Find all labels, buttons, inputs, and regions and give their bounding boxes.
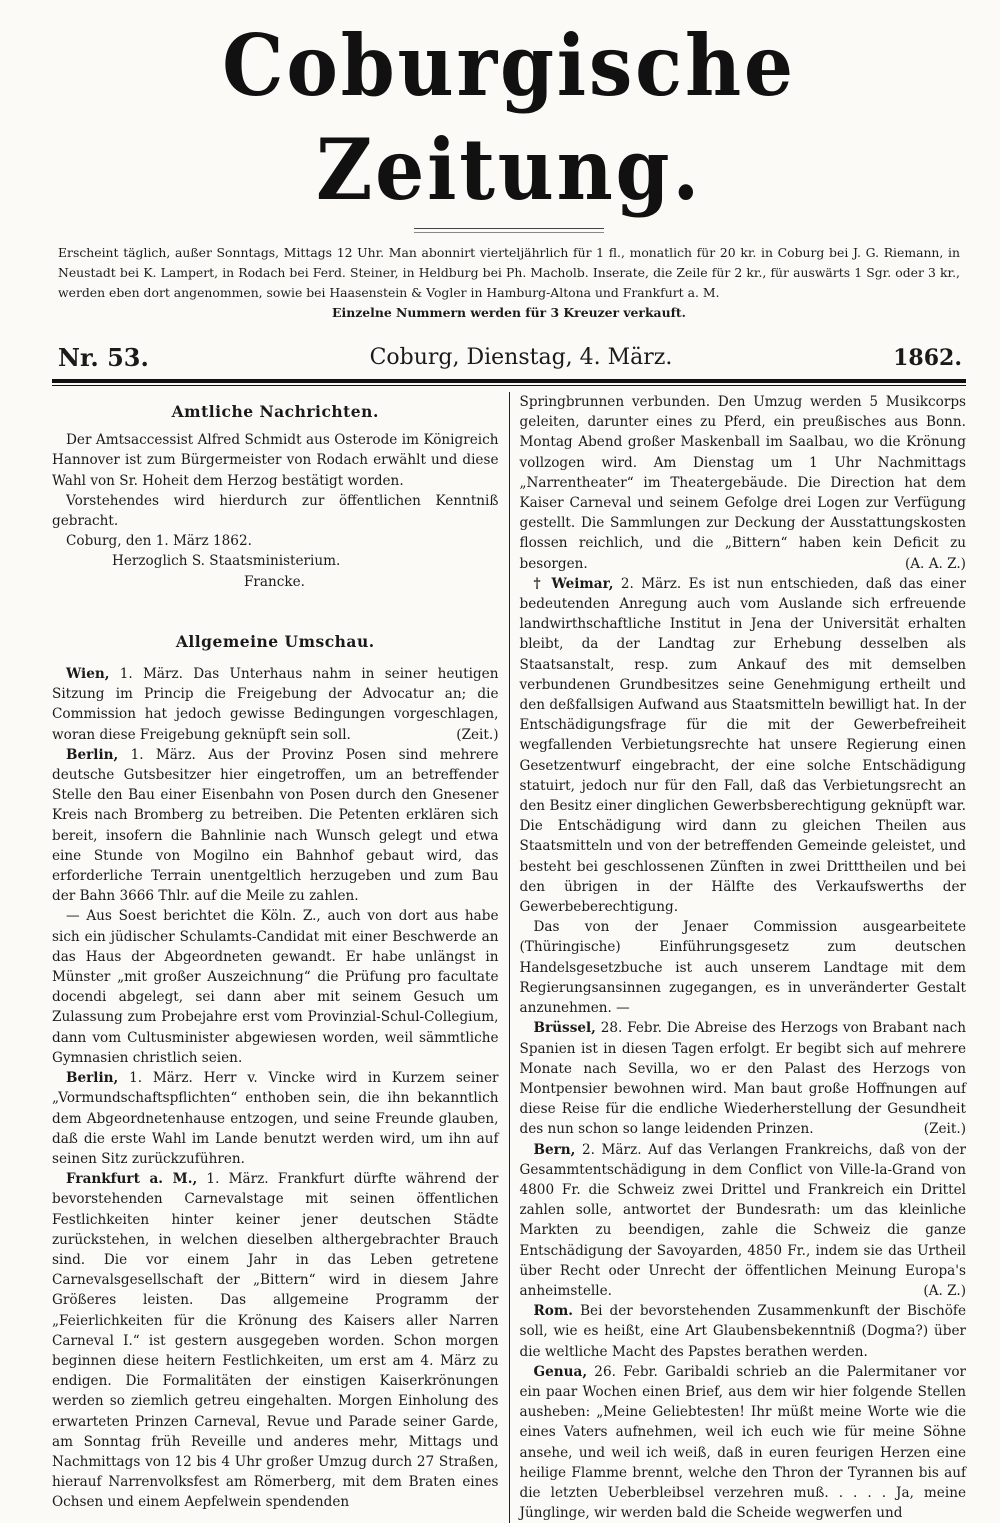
source-frankfurt: (A. A. Z.)	[904, 555, 966, 572]
article-soest: — Aus Soest berichtet die Köln. Z., auch von dort aus habe sich ein jüdischer Schulamts-Candidat mit einer Beschwerde an das Haus der Abgeordneten gewandt. Er habe unlängst in Münster „mit großer Auszeichnung“ die Prüfung pro facultate docendi abgelegt, sei dann aber mit seinem Gesuch um Zulassung zum Probejahre erst vom Provinzial-Schul-Collegium, dann vom Cultusminister abgewiesen worden, weil sämmtliche Gymnasien christlich seien.	[52, 908, 499, 1066]
masthead-ornament	[414, 228, 604, 233]
article-rom	[520, 1301, 967, 1362]
rule-thin	[52, 385, 966, 386]
article-wien	[52, 664, 499, 745]
left-column	[52, 392, 509, 1523]
place-date: Coburg, Dienstag, 4. März.	[369, 345, 673, 370]
text-berlin-2: 1. März. Herr v. Vincke wird in Kurzem seiner „Vormundschaftspflichten“ enthoben sein, die ihn bekanntlich dem Abgeordnetenhause entzogen, und seine Freunde glauben, daß die erste Wahl im Lande benutzt werden wird, um ihn auf seinen Sitz zurückzuführen.	[52, 1070, 499, 1167]
place-berlin-1: Berlin,	[66, 746, 119, 763]
article-berlin-2	[52, 1068, 499, 1169]
subscription-info	[52, 243, 966, 323]
place-frankfurt: Frankfurt a. M.,	[66, 1171, 198, 1188]
place-bruessel: Brüssel,	[533, 1020, 596, 1037]
masthead-title: Coburgische Zeitung.	[222, 16, 796, 219]
place-berlin-2: Berlin,	[66, 1070, 119, 1087]
heading-official-news: Amtliche Nachrichten.	[171, 402, 379, 421]
official-note: Vorstehendes wird hierdurch zur öffentlichen Kenntniß gebracht.	[52, 492, 499, 530]
article-frankfurt	[52, 1169, 499, 1512]
source-bern: (A. Z.)	[923, 1282, 966, 1299]
place-bern: Bern,	[533, 1141, 576, 1158]
place-rom: Rom.	[533, 1303, 573, 1320]
text-frankfurt-cont: Springbrunnen verbunden. Den Umzug werden 5 Musikcorps geleiten, darunter eines zu Pferd, ein preußisches aus Bonn. Montag Abend großer Maskenball im Saalbau, wo die Krönung vollzogen wird. Am Dienstag um 1 Uhr Nachmittags „Narrentheater“ im Theatergebäude. Die Direction hat dem Kaiser Carneval und seinem Gefolge drei Logen zur Verfügung gestellt. Die Sammlungen zur Deckung der Ausstattungskosten flossen reichlich, und die „Bittern“ haben kein Deficit zu besorgen.	[519, 394, 966, 572]
article-frankfurt-cont	[520, 392, 967, 574]
text-frankfurt: 1. März. Frankfurt dürfte während der bevorstehenden Carnevalstage mit seinen öffentlichen Festlichkeiten hinter keiner jener deutschen Städte zurückstehen, in welchen dieselben althergebrachter Brauch sind. Die vor einem Jahr in das Leben getretene Carnevalsgesellschaft der „Bittern“ wird in diesem Jahre Größeres leisten. Das allgemeine Programm der „Feierlichkeiten für die Krönung des Kaisers aller Narren Carneval I.“ ist gestern ausgegeben worden. Schon morgen beginnen diese heitern Festlichkeiten, um erst am 4. März zu endigen. Die Formalitäten der einstigen Kaiserkrönungen werden so ziemlich getreu eingehalten. Morgen Einholung des erwarteten Prinzen Carneval, Revue und Parade seiner Garde, am Sonntag früh Reveille und anderes mehr, Mittags und Nachmittags von 12 bis 4 Uhr großer Umzug durch 27 Straßen, hierauf Narrenvolksfest am Römerberg, mit dem Braten eines Ochsen und einem Aepfelwein spendenden	[52, 1171, 499, 1511]
article-bern	[520, 1140, 967, 1302]
heading-general-review: Allgemeine Umschau.	[175, 631, 375, 651]
place-genua: Genua,	[533, 1363, 588, 1380]
official-ministry: Herzoglich S. Staatsministerium.	[112, 553, 341, 570]
article-genua	[520, 1362, 967, 1523]
article-berlin-1	[52, 745, 499, 907]
single-issue-price: Einzelne Nummern werden für 3 Kreuzer verkauft.	[332, 305, 686, 320]
source-bruessel: (Zeit.)	[923, 1121, 966, 1138]
place-wien: Wien,	[66, 666, 110, 683]
text-bern: 2. März. Auf das Verlangen Frankreichs, daß von der Gesammtentschädigung in dem Conflict von Ville-la-Grand von 4800 Fr. die Schweiz zwei Drittel und Frankreich ein Drittel zahlen solle, antwortet der Bundesrath: um das kleinliche Markten zu beendigen, zahle die Schweiz die ganze Entschädigung der Savoyarden, 4850 Fr., indem sie das Urtheil über Recht oder Unrecht der öffentlichen Meinung Europa's anheimstelle.	[519, 1141, 966, 1299]
dateline	[52, 343, 966, 373]
issue-number: Nr. 53.	[58, 343, 149, 372]
article-jena: Das von der Jenaer Commission ausgearbeitete (Thüringische) Einführungsgesetz zum deutschen Handelsgesetzbuche ist auch unserem Landtage mit dem Regierungsansinnen zugegangen, es in unveränderter Gestalt anzunehmen. —	[519, 919, 966, 1017]
subscription-text: Erscheint täglich, außer Sonntags, Mittags 12 Uhr. Man abonnirt vierteljährlich für 1 fl., monatlich für 20 kr. in Coburg bei J. G. Riemann, in Neustadt bei K. Lampert, in Rodach bei Ferd. Steiner, in Heldburg bei Ph. Macholb. Inserate, die Zeile für 2 kr., für auswärts 1 Sgr. oder 3 kr., werden eben dort angenommen, sowie bei Haasenstein & Vogler in Hamburg-Altona und Frankfurt a. M.	[58, 245, 960, 300]
official-text: Der Amtsaccessist Alfred Schmidt aus Osterode im Königreich Hannover ist zum Bürgermeister von Rodach erwählt und diese Wahl von Sr. Hoheit dem Herzog bestätigt worden.	[52, 432, 499, 489]
official-date: Coburg, den 1. März 1862.	[66, 533, 252, 550]
text-weimar: 2. März. Es ist nun entschieden, daß das einer bedeutenden Anregung auch vom Auslande sich erfreuende landwirthschaftliche Institut in Jena der Universität erhalten bleibt, da der Landtag zur Erhebung desselben als Staatsanstalt, resp. zum Ankauf des mit demselben verbundenen Grundbesitzes seine Genehmigung ertheilt und den deßfallsigen Aufwand aus Staatsmitteln bewilligt hat. In der Entschädigungsfrage für die mit der Gewerbefreiheit wegfallenden Verbietungsrechte hat unsere Regierung einen Gesetzentwurf eingebracht, der eine solche Entschädigung statuirt, jedoch nur für den Fall, daß das Verbietungsrecht an den Besitz einer dinglichen Gewerbsberechtigung geknüpft war. Die Entschädigung wird dann zu gleichen Theilen aus Staatsmitteln und von der betreffenden Gemeinde geleistet, und besteht bei geschlossenen Zünften in zwei Dritttheilen und bei den übrigen in der Hälfte des Verkaufswerths der Gewerbeberechtigung.	[519, 575, 966, 916]
text-bruessel: 28. Febr. Die Abreise des Herzogs von Brabant nach Spanien ist in diesen Tagen erfolgt. Er begibt sich auf mehrere Monate nach Sevilla, wo er den Palast des Herzogs von Montpensier bewohnen wird. Man baut große Hoffnungen auf diese Reise für die endliche Wiederherstellung der Gesundheit des nun schon so lange leidenden Prinzen.	[519, 1020, 966, 1138]
source-wien: (Zeit.)	[456, 726, 499, 743]
text-rom: Bei der bevorstehenden Zusammenkunft der Bischöfe soll, wie es heißt, eine Art Glaubensbekenntniß (Dogma?) über die weltliche Macht des Papstes berathen werden.	[519, 1303, 966, 1360]
place-weimar: † Weimar,	[533, 575, 614, 592]
text-wien: 1. März. Das Unterhaus nahm in seiner heutigen Sitzung im Princip die Freigebung der Advocatur an; die Commission hat jedoch gewisse Bedingungen vorgeschlagen, woran diese Freigebung geknüpft sein soll.	[52, 666, 499, 743]
article-bruessel	[520, 1018, 967, 1139]
text-genua: 26. Febr. Garibaldi schrieb an die Palermitaner vor ein paar Wochen einen Brief, aus dem wir hier folgende Stellen ausheben: „Meine Geliebtesten! Ihr müßt meine Worte wie die eines Vaters aufnehmen, weil ich euch wie für meine Söhne ansehe, und weil ich weiß, daß in euren feurigen Herzen eine heilige Flamme brennt, welche den Thron der Tyrannen bis auf die letzten Ueberbleibsel verzehren muß. . . . . Ja, meine Jünglinge, wir werden bald die Scheide wegwerfen und	[519, 1363, 967, 1522]
official-signature: Francke.	[244, 573, 306, 590]
right-column	[510, 392, 967, 1523]
issue-year: 1862.	[893, 345, 962, 371]
text-berlin-1: 1. März. Aus der Provinz Posen sind mehrere deutsche Gutsbesitzer hier eingetroffen, um an betreffender Stelle den Bau einer Eisenbahn von Posen durch den Gnesener Kreis nach Bromberg zu betreiben. Die Petenten erklären sich bereit, insofern die Bahnlinie nach Wunsch gelegt und etwa eine Stunde von Mogilno ein Bahnhof gebaut wird, das erforderliche Terrain unentgeltlich herzugeben und zum Bau der Bahn 3666 Thlr. auf die Meile zu zahlen.	[52, 746, 499, 905]
article-weimar	[520, 574, 967, 917]
rule-thick	[52, 379, 966, 383]
article-columns	[52, 392, 966, 1523]
